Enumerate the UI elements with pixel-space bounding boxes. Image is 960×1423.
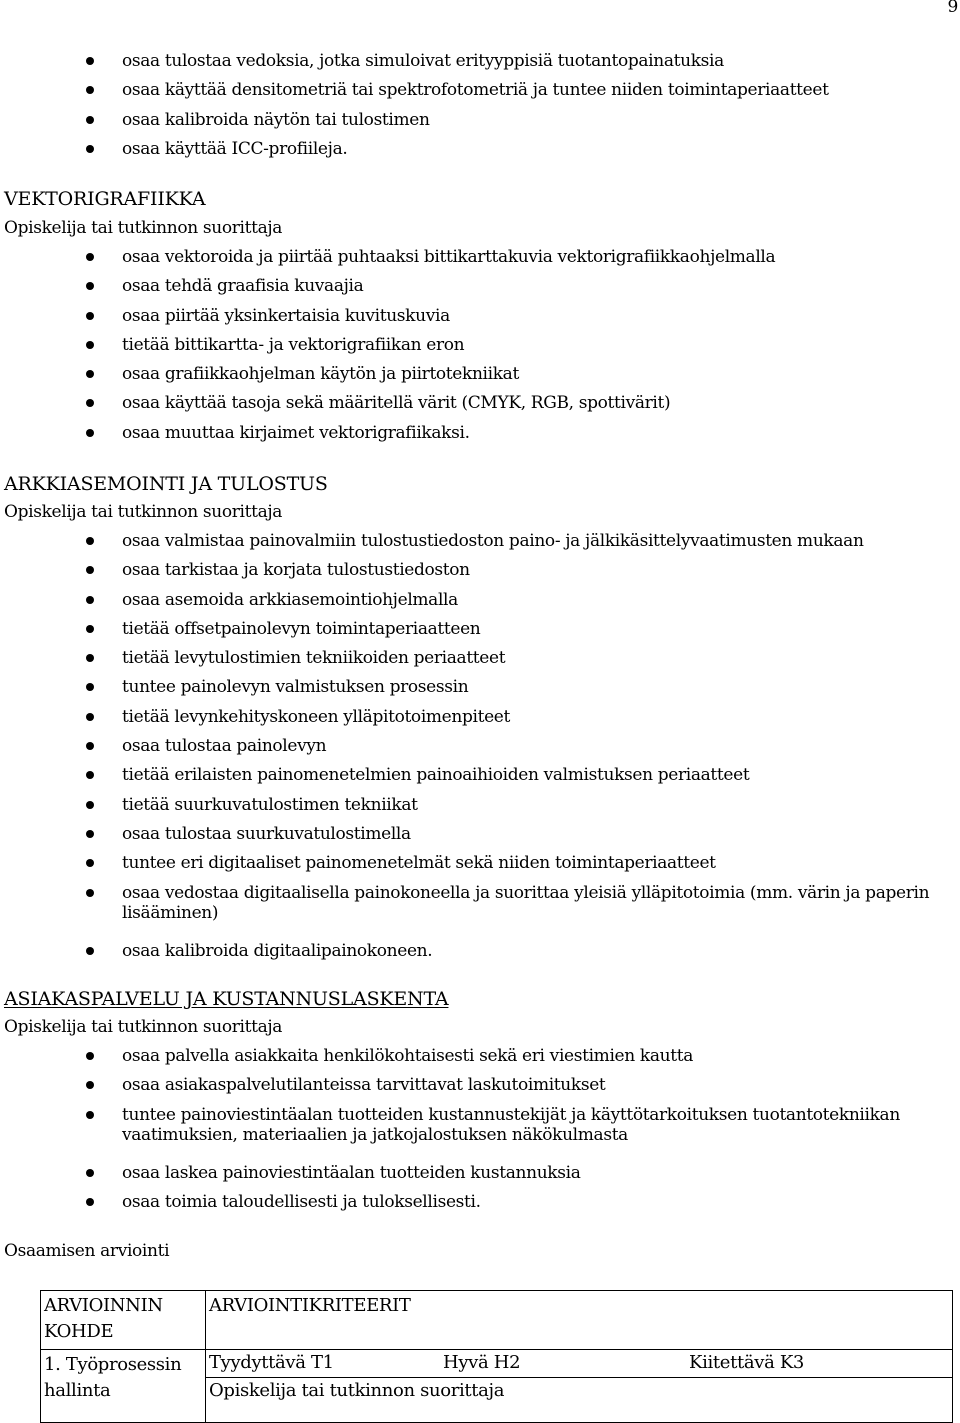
list-item: osaa vektoroida ja piirtää puhtaaksi bittikarttakuvia vektorigrafiikkaohjelmalla — [0, 247, 775, 276]
list-item: osaa vedostaa digitaalisella painokoneella ja suorittaa yleisiä ylläpitotoimia (mm. värin ja paperin lisääminen) — [0, 883, 952, 942]
list-item: osaa valmistaa painovalmiin tulostustiedoston paino- ja jälkikäsittelyvaatimusten mukaan — [0, 531, 952, 560]
assessment-table — [40, 1290, 953, 1423]
table-header-kriteerit: ARVIOINTIKRITEERIT — [206, 1291, 953, 1350]
list-item: osaa asiakaspalvelutilanteissa tarvittavat laskutoimitukset — [0, 1075, 952, 1104]
list-item: osaa asemoida arkkiasemointiohjelmalla — [0, 590, 952, 619]
intro-list — [0, 51, 829, 168]
asiakaspalvelu-list — [0, 1046, 952, 1222]
list-item: osaa tarkistaa ja korjata tulostustiedoston — [0, 560, 952, 589]
list-item: tietää offsetpainolevyn toimintaperiaatteen — [0, 619, 952, 648]
table-cell-grade-t1: Tyydyttävä T1 — [206, 1350, 441, 1378]
list-item: osaa tehdä graafisia kuvaajia — [0, 276, 775, 305]
list-item: osaa kalibroida näytön tai tulostimen — [0, 110, 829, 139]
arkkiasemointi-list — [0, 531, 952, 970]
table-cell-row-label: 1. Työprosessin hallinta — [41, 1350, 206, 1423]
list-item: osaa muuttaa kirjaimet vektorigrafiikaksi. — [0, 423, 775, 452]
page-number: 9 — [947, 0, 958, 17]
section-heading-arkkiasemointi: ARKKIASEMOINTI JA TULOSTUS — [4, 473, 328, 495]
list-item: osaa toimia taloudellisesti ja tuloksellisesti. — [0, 1192, 952, 1221]
list-item: tietää levytulostimien tekniikoiden periaatteet — [0, 648, 952, 677]
list-item: tietää erilaisten painomenetelmien painoaihioiden valmistuksen periaatteet — [0, 765, 952, 794]
section-subheading: Opiskelija tai tutkinnon suorittaja — [4, 218, 283, 238]
list-item: tietää suurkuvatulostimen tekniikat — [0, 795, 952, 824]
list-item: osaa tulostaa suurkuvatulostimella — [0, 824, 952, 853]
list-item: tuntee painoviestintäalan tuotteiden kustannustekijät ja käyttötarkoituksen tuotantotekniikan vaatimuksien, materiaalien ja jatkojalostuksen näkökulmasta — [0, 1105, 952, 1164]
list-item: tuntee eri digitaaliset painomenetelmät sekä niiden toimintaperiaatteet — [0, 853, 952, 882]
table-row — [41, 1350, 953, 1378]
section-subheading: Opiskelija tai tutkinnon suorittaja — [4, 1017, 283, 1037]
section-heading-asiakaspalvelu: ASIAKASPALVELU JA KUSTANNUSLASKENTA — [4, 988, 449, 1010]
list-item: osaa palvella asiakkaita henkilökohtaisesti sekä eri viestimien kautta — [0, 1046, 952, 1075]
list-item: osaa laskea painoviestintäalan tuotteiden kustannuksia — [0, 1163, 952, 1192]
table-cell-grade-h2: Hyvä H2 — [440, 1350, 686, 1378]
table-header-kohde: ARVIOINNIN KOHDE — [41, 1291, 206, 1350]
vektorigrafiikka-list — [0, 247, 775, 452]
list-item: osaa käyttää densitometriä tai spektrofotometriä ja tuntee niiden toimintaperiaatteet — [0, 80, 829, 109]
table-cell-subject: Opiskelija tai tutkinnon suorittaja — [206, 1378, 953, 1423]
list-item: osaa käyttää ICC-profiileja. — [0, 139, 829, 168]
list-item: osaa tulostaa painolevyn — [0, 736, 952, 765]
assessment-label: Osaamisen arviointi — [4, 1241, 170, 1261]
list-item: tietää bittikartta- ja vektorigrafiikan eron — [0, 335, 775, 364]
list-item: osaa grafiikkaohjelman käytön ja piirtotekniikat — [0, 364, 775, 393]
list-item: osaa kalibroida digitaalipainokoneen. — [0, 941, 952, 970]
list-item: tietää levynkehityskoneen ylläpitotoimenpiteet — [0, 707, 952, 736]
table-cell-grade-k3: Kiitettävä K3 — [686, 1350, 953, 1378]
section-subheading: Opiskelija tai tutkinnon suorittaja — [4, 502, 283, 522]
list-item: osaa käyttää tasoja sekä määritellä värit (CMYK, RGB, spottivärit) — [0, 393, 775, 422]
section-heading-vektorigrafiikka: VEKTORIGRAFIIKKA — [4, 188, 206, 210]
list-item: tuntee painolevyn valmistuksen prosessin — [0, 677, 952, 706]
list-item: osaa tulostaa vedoksia, jotka simuloivat erityyppisiä tuotantopainatuksia — [0, 51, 829, 80]
list-item: osaa piirtää yksinkertaisia kuvituskuvia — [0, 306, 775, 335]
table-row — [41, 1291, 953, 1350]
